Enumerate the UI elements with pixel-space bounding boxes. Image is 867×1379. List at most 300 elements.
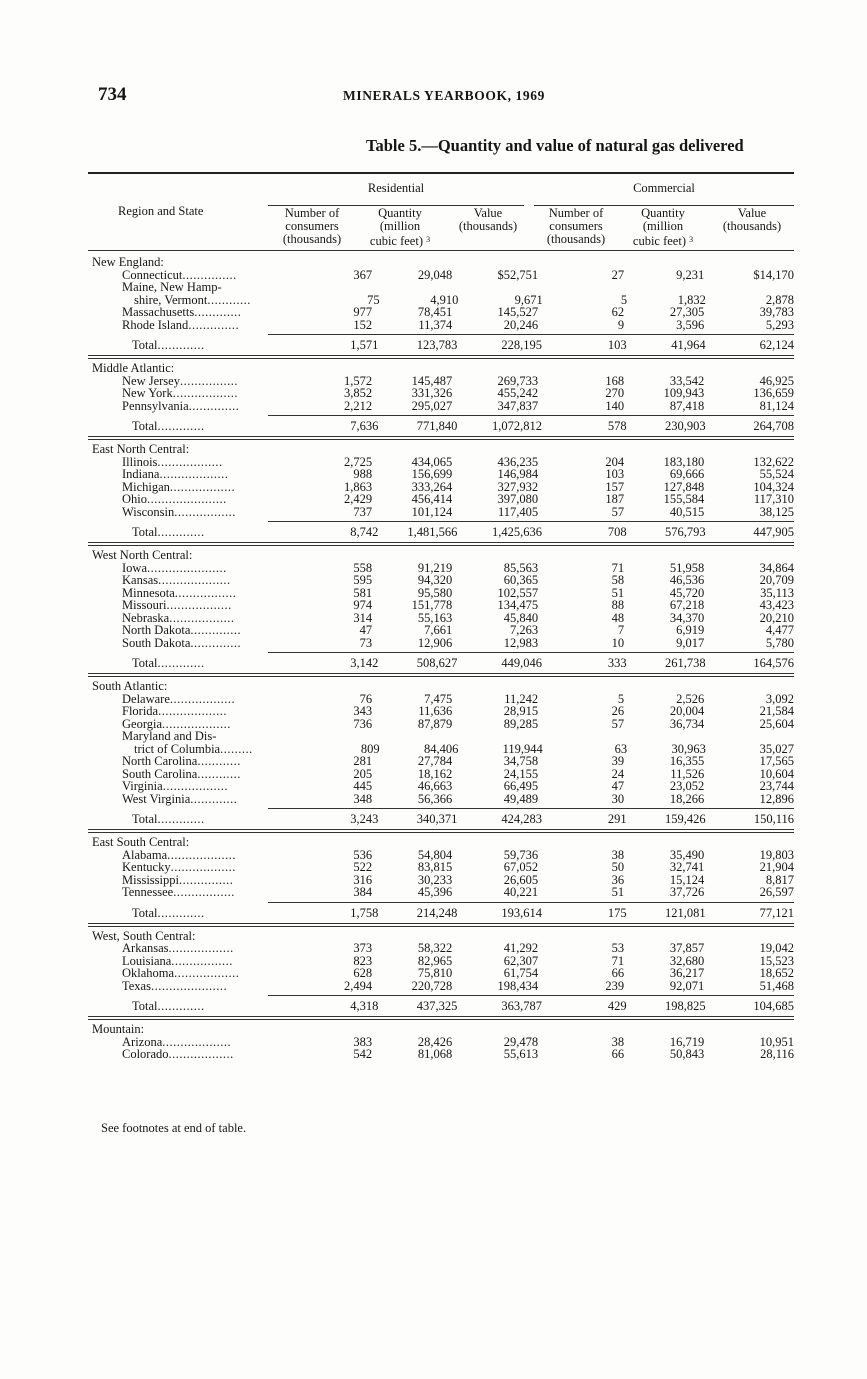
com-consumers: 71	[611, 953, 625, 968]
res-consumers: 628	[353, 966, 373, 980]
state-label: Louisiana	[122, 953, 172, 968]
res-consumers-total: 4,318	[350, 999, 379, 1013]
region-name: East South Central:	[92, 835, 190, 849]
res-consumers: 384	[353, 885, 373, 899]
res-quantity-total: 437,325	[416, 999, 458, 1013]
total-block	[88, 808, 794, 833]
com-quantity: 40,515	[669, 504, 705, 519]
res-value: 55,613	[503, 1047, 539, 1061]
section-rule	[88, 355, 794, 359]
res-quantity: 45,396	[417, 885, 453, 899]
com-quantity: 16,719	[669, 1034, 705, 1049]
res-consumers: 595	[353, 573, 373, 587]
res-quantity: 18,162	[417, 766, 453, 781]
res-consumers: 76	[359, 691, 373, 706]
com-quantity: 36,734	[669, 716, 705, 731]
state-label: South Dakota	[122, 635, 191, 650]
res-value: 455,242	[497, 386, 539, 400]
state-label: North Carolina	[122, 754, 198, 768]
res-quantity: 30,233	[417, 872, 453, 887]
res-value: 9,671	[514, 292, 543, 307]
region-section	[88, 362, 794, 440]
table-row	[88, 400, 794, 413]
leader-dots: ...................	[162, 716, 231, 731]
com-quantity: 18,266	[669, 791, 705, 806]
res-quantity	[372, 730, 452, 743]
com-quantity	[624, 281, 704, 294]
state-label: Arizona	[122, 1034, 163, 1049]
res-consumers: 2,212	[343, 398, 373, 413]
com-quantity: 35,490	[669, 847, 705, 862]
com-value: 28,116	[760, 1047, 794, 1061]
com-consumers: 26	[611, 704, 625, 718]
leader-dots: ................	[179, 373, 238, 388]
table-row	[88, 319, 794, 332]
res-consumers: 314	[353, 610, 373, 625]
res-value: 26,605	[503, 872, 539, 887]
leader-dots: ............	[197, 754, 241, 768]
res-quantity: 29,048	[417, 267, 453, 282]
total-label	[88, 809, 301, 829]
res-consumers: 205	[353, 766, 373, 781]
res-consumers: 2,725	[343, 454, 373, 469]
com-value: 43,423	[759, 598, 794, 612]
com-quantity: 37,726	[669, 885, 705, 899]
res-consumers: 736	[353, 716, 373, 731]
state-label: Kansas	[122, 573, 159, 587]
res-quantity: 91,219	[417, 560, 453, 575]
state-name	[88, 319, 294, 332]
com-quantity: 33,542	[669, 373, 705, 388]
res-quantity: 81,068	[417, 1047, 453, 1061]
com-consumers: 50	[611, 860, 625, 874]
region-name: East North Central:	[92, 442, 190, 456]
com-consumers: 47	[611, 779, 625, 793]
com-consumers	[538, 730, 624, 743]
res-quantity: 295,027	[411, 398, 453, 413]
com-consumers-total: 175	[607, 905, 627, 920]
res-value: 61,754	[503, 966, 539, 980]
com-consumers: 71	[611, 560, 625, 575]
page-number: 734	[98, 84, 127, 105]
res-value: 102,557	[497, 585, 539, 600]
com-quantity-total: 159,426	[664, 812, 706, 826]
total-row	[88, 416, 794, 436]
res-consumers: 75	[367, 292, 380, 307]
total-row	[88, 335, 794, 355]
leader-dots: ...................	[159, 467, 229, 481]
com-value	[704, 281, 794, 294]
com-value: 17,565	[759, 754, 794, 768]
region-section	[88, 549, 794, 677]
res-value: 12,983	[503, 635, 539, 650]
res-value: 397,080	[497, 492, 539, 506]
leader-dots: ..............	[190, 635, 242, 650]
table-row	[88, 886, 794, 899]
total-label	[88, 903, 301, 923]
res-quantity-total: 771,840	[416, 419, 458, 433]
res-consumers-header: Number of consumers (thousands)	[282, 206, 342, 246]
com-quantity: 32,680	[669, 953, 705, 968]
region-section	[88, 836, 794, 927]
region-name: New England:	[92, 255, 164, 269]
com-value: 2,878	[765, 292, 794, 307]
com-value: 21,584	[759, 704, 794, 718]
com-consumers: 63	[614, 741, 628, 756]
res-quantity: 156,699	[411, 467, 453, 481]
total-label	[88, 335, 301, 355]
res-value: 146,984	[497, 467, 539, 481]
com-value-total: 77,121	[759, 905, 794, 920]
res-quantity-total: 508,627	[416, 656, 458, 670]
state-label: Virginia	[122, 779, 163, 793]
leader-dots: ..................	[170, 860, 236, 874]
res-quantity: 4,910	[430, 292, 459, 307]
res-quantity: 11,636	[418, 704, 453, 718]
com-quantity-total: 41,964	[671, 338, 706, 352]
res-consumers: 977	[353, 305, 373, 319]
com-consumers: 10	[611, 635, 625, 650]
res-value: 59,736	[503, 847, 539, 862]
state-label: Texas	[122, 978, 151, 993]
res-consumers	[294, 730, 372, 743]
state-label: Pennsylvania	[122, 398, 189, 413]
res-value-total: 1,072,812	[491, 419, 542, 433]
com-consumers: 36	[611, 872, 625, 887]
res-consumers: 343	[353, 704, 373, 718]
com-quantity: 127,848	[663, 479, 705, 494]
state-label: Michigan	[122, 479, 170, 494]
com-quantity: 51,958	[669, 560, 705, 575]
com-value: 10,951	[759, 1034, 794, 1049]
res-value: 28,915	[503, 704, 539, 718]
state-label: trict of Columbia	[134, 741, 221, 756]
total-row	[88, 653, 794, 673]
com-consumers: 30	[611, 791, 625, 806]
total-block	[88, 652, 794, 677]
com-consumers: 168	[605, 373, 625, 388]
res-quantity-total: 340,371	[416, 812, 458, 826]
res-quantity	[372, 281, 452, 294]
table-row	[88, 506, 794, 519]
res-quantity: 83,815	[417, 860, 453, 874]
com-quantity: 11,526	[670, 766, 705, 781]
res-value: 11,242	[504, 691, 539, 706]
state-label: Florida	[122, 704, 159, 718]
section-rule	[88, 436, 794, 440]
res-value: 29,478	[503, 1034, 539, 1049]
total-block	[88, 902, 794, 927]
com-consumers: 38	[611, 1034, 625, 1049]
res-consumers: 2,494	[343, 978, 373, 993]
state-label: Oklahoma	[122, 966, 175, 980]
res-value: $52,751	[497, 267, 539, 282]
res-consumers-total: 3,243	[350, 812, 379, 826]
leader-dots: ..................	[168, 1047, 234, 1061]
state-label: South Carolina	[122, 766, 198, 781]
state-label: Delaware	[122, 691, 170, 706]
com-quantity: 2,526	[676, 691, 705, 706]
com-consumers: 187	[605, 492, 625, 506]
state-label: Ohio	[122, 492, 147, 506]
com-value: 25,604	[759, 716, 794, 731]
leader-dots: .....................	[150, 978, 228, 993]
leader-dots: .............	[157, 419, 205, 433]
leader-dots: ...............	[178, 872, 234, 887]
com-consumers: 38	[611, 847, 625, 862]
section-rule	[88, 923, 794, 927]
com-value-total: 150,116	[753, 812, 794, 826]
leader-dots: .........	[220, 741, 253, 756]
res-consumers: 737	[353, 504, 373, 519]
leader-dots: .............	[157, 905, 205, 920]
state-label: Mississippi	[122, 872, 179, 887]
table-row	[88, 980, 794, 993]
com-value: 8,817	[765, 872, 794, 887]
res-value: 119,944	[502, 741, 543, 756]
res-consumers: 348	[353, 791, 373, 806]
res-consumers: 73	[359, 635, 373, 650]
res-quantity: 75,810	[417, 966, 453, 980]
leader-dots: .............	[157, 812, 205, 826]
com-quantity-total: 198,825	[664, 999, 706, 1013]
com-quantity: 1,832	[677, 292, 706, 307]
leader-dots: ...................	[167, 847, 236, 862]
res-quantity: 27,784	[417, 754, 453, 768]
com-consumers: 157	[605, 479, 625, 494]
res-quantity-total: 1,481,566	[407, 525, 458, 539]
res-quantity: 46,663	[417, 779, 453, 793]
res-value: 20,246	[503, 317, 539, 332]
com-quantity: 9,231	[676, 267, 705, 282]
table-row	[88, 637, 794, 650]
res-quantity: 101,124	[411, 504, 453, 519]
state-label: shire, Vermont	[134, 292, 208, 307]
res-consumers: 542	[353, 1047, 373, 1061]
com-consumers: 103	[605, 467, 625, 481]
res-consumers: 1,863	[343, 479, 373, 494]
com-value-total: 164,576	[753, 656, 794, 670]
leader-dots: ..................	[169, 610, 235, 625]
res-consumers-total: 7,636	[350, 419, 379, 433]
com-consumers: 48	[611, 610, 625, 625]
leader-dots: ..................	[172, 386, 238, 400]
state-label: Maine, New Hamp-	[122, 280, 222, 294]
total-label	[88, 996, 301, 1016]
res-consumers: 445	[353, 779, 373, 793]
leader-dots: .............	[157, 525, 205, 539]
com-value: 117,310	[753, 492, 794, 506]
state-name	[88, 793, 294, 806]
com-quantity: 46,536	[669, 573, 705, 587]
com-quantity: 30,963	[671, 741, 706, 756]
state-label: Nebraska	[122, 610, 170, 625]
com-value: 104,324	[753, 479, 794, 494]
res-value: 145,527	[497, 305, 539, 319]
header-rule	[88, 250, 794, 251]
leader-dots: ...................	[158, 704, 227, 718]
region-section	[88, 1023, 794, 1061]
res-consumers: 152	[353, 317, 373, 332]
res-value: 117,405	[498, 504, 539, 519]
com-quantity: 15,124	[669, 872, 705, 887]
com-value: 39,783	[759, 305, 794, 319]
leader-dots: ..................	[162, 779, 228, 793]
com-quantity: 20,004	[669, 704, 705, 718]
res-quantity: 151,778	[411, 598, 453, 612]
leader-dots: .............	[157, 338, 205, 352]
res-value-total: 193,614	[501, 905, 542, 920]
state-name	[88, 400, 294, 413]
com-consumers: 53	[611, 941, 625, 955]
com-quantity-total: 261,738	[664, 656, 706, 670]
total-text: Total	[132, 999, 158, 1013]
com-consumers: 9	[617, 317, 625, 332]
com-quantity: 92,071	[669, 978, 705, 993]
res-consumers: 1,572	[343, 373, 373, 388]
state-name	[88, 1048, 294, 1061]
com-value: 15,523	[759, 953, 794, 968]
com-value-total: 447,905	[753, 525, 794, 539]
res-quantity: 58,322	[417, 941, 453, 955]
region-header: Region and State	[118, 204, 204, 218]
section-rule	[88, 542, 794, 546]
state-label: Minnesota	[122, 585, 175, 600]
com-value: 12,896	[759, 791, 794, 806]
leader-dots: ..................	[157, 454, 223, 469]
res-quantity: 82,965	[417, 953, 453, 968]
com-consumers: 57	[611, 716, 625, 731]
total-text: Total	[132, 656, 158, 670]
total-label	[88, 653, 301, 673]
com-value: 3,092	[765, 691, 794, 706]
res-consumers: 367	[353, 267, 373, 282]
res-consumers-total: 8,742	[350, 525, 379, 539]
res-consumers: 383	[353, 1034, 373, 1049]
com-value: 19,803	[759, 847, 794, 862]
com-quantity: 36,217	[669, 966, 705, 980]
res-consumers-total: 1,758	[350, 905, 379, 920]
com-value: 18,652	[759, 966, 794, 980]
res-value: 67,052	[503, 860, 539, 874]
total-row	[88, 522, 794, 542]
res-quantity: 55,163	[417, 610, 453, 625]
com-consumers: 57	[611, 504, 625, 519]
total-label	[88, 416, 301, 436]
com-value: 5,293	[765, 317, 794, 332]
table-row	[88, 793, 794, 806]
res-quantity: 145,487	[411, 373, 453, 388]
res-value: 198,434	[497, 978, 539, 993]
res-value-total: 424,283	[501, 812, 542, 826]
res-consumers: 558	[353, 560, 373, 575]
res-quantity: 220,728	[411, 978, 453, 993]
leader-dots: .................	[171, 953, 233, 968]
com-value: 5,780	[765, 635, 794, 650]
state-label: New Jersey	[122, 373, 180, 388]
res-quantity: 12,906	[417, 635, 453, 650]
leader-dots: ..................	[168, 941, 234, 955]
com-consumers: 24	[611, 766, 625, 781]
leader-dots: ...............	[182, 267, 237, 282]
state-label: Colorado	[122, 1047, 169, 1061]
com-value: 23,744	[759, 779, 794, 793]
leader-dots: ....................	[158, 573, 231, 587]
com-consumers: 7	[617, 623, 625, 637]
region-name: West, South Central:	[92, 928, 196, 943]
leader-dots: ..............	[188, 398, 240, 413]
com-quantity: 16,355	[669, 754, 705, 768]
com-value-total: 104,685	[753, 999, 794, 1013]
state-label: Wisconsin	[122, 504, 175, 519]
section-rule	[88, 829, 794, 833]
com-consumers-total: 103	[607, 338, 627, 352]
leader-dots: ..................	[174, 966, 240, 980]
state-label: Indiana	[122, 467, 160, 481]
com-consumers: 270	[605, 386, 625, 400]
res-consumers: 988	[353, 467, 373, 481]
com-value: 132,622	[753, 454, 794, 469]
res-quantity: 95,580	[417, 585, 453, 600]
com-quantity: 155,584	[663, 492, 705, 506]
state-label: Kentucky	[122, 860, 171, 874]
res-value: 269,733	[497, 373, 539, 388]
total-text: Total	[132, 419, 158, 433]
com-value: 35,027	[759, 741, 794, 756]
com-consumers: 140	[605, 398, 625, 413]
res-consumers-total: 3,142	[350, 656, 379, 670]
res-quantity: 456,414	[411, 492, 453, 506]
data-table	[88, 172, 794, 1061]
com-quantity: 34,370	[669, 610, 705, 625]
com-consumers: 39	[611, 754, 625, 768]
state-label: New York	[122, 386, 173, 400]
res-quantity: 78,451	[417, 305, 453, 319]
com-consumers: 51	[611, 885, 625, 899]
region-name: West North Central:	[92, 548, 193, 562]
com-quantity: 87,418	[669, 398, 705, 413]
state-name	[88, 980, 294, 993]
total-block	[88, 334, 794, 359]
com-consumers-total: 333	[607, 656, 627, 670]
com-consumers: 239	[605, 978, 625, 993]
total-row	[88, 903, 794, 923]
res-consumers: 536	[353, 847, 373, 862]
total-row	[88, 996, 794, 1016]
res-value	[452, 281, 538, 294]
res-quantity: 84,406	[424, 741, 459, 756]
res-consumers: 823	[353, 953, 373, 968]
com-quantity: 50,843	[669, 1047, 705, 1061]
res-value-total: 363,787	[501, 999, 542, 1013]
com-value: 38,125	[759, 504, 794, 519]
com-consumers: 51	[611, 585, 625, 600]
com-quantity-header: Quantity (million cubic feet) $^3$	[632, 206, 694, 248]
res-quantity: 94,320	[417, 573, 453, 587]
com-quantity-total: 230,903	[664, 419, 706, 433]
com-quantity: 32,741	[669, 860, 705, 874]
state-label: North Dakota	[122, 623, 191, 637]
res-quantity: 28,426	[417, 1034, 453, 1049]
com-consumers: 27	[611, 267, 625, 282]
res-quantity: 333,264	[411, 479, 453, 494]
region-name: Middle Atlantic:	[92, 361, 175, 375]
region-section	[88, 256, 794, 359]
res-value-total: 449,046	[501, 656, 542, 670]
state-label: Rhode Island	[122, 317, 189, 332]
res-value: 60,365	[503, 573, 539, 587]
region-name: Mountain:	[92, 1022, 145, 1036]
